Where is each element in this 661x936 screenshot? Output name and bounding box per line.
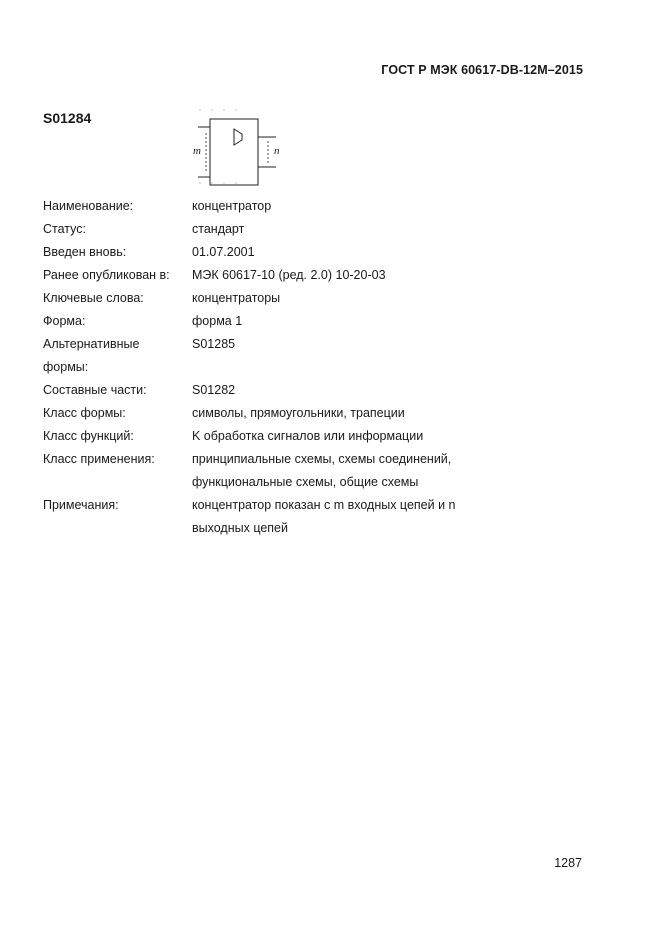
field-label: Примечания: [43,498,119,512]
field-value: K обработка сигналов или информации [192,429,424,443]
field-label: формы: [43,360,89,374]
field-label: Введен вновь: [43,245,127,259]
input-count-label: m [193,145,201,157]
field-value: функциональные схемы, общие схемы [192,475,419,489]
field-row-name [43,195,563,218]
field-row-application-class [43,448,563,471]
field-label: Форма: [43,314,86,328]
field-row-alternative-forms [43,333,563,356]
field-row-form [43,310,563,333]
field-label: Альтернативные [43,337,140,351]
field-label [43,471,192,494]
concentrator-glyph [234,129,242,145]
symbol-code: S01284 [43,110,92,126]
field-label: Статус: [43,222,86,236]
field-row-form-class [43,402,563,425]
field-label: Ключевые слова: [43,291,144,305]
field-row-keywords [43,287,563,310]
field-row-notes-cont [43,517,563,540]
field-value: S01285 [192,337,236,351]
field-value: концентраторы [192,291,281,305]
field-row-application-class-cont [43,471,563,494]
field-label [43,517,192,540]
field-value [192,356,563,379]
field-value: концентратор [192,199,272,213]
field-value: принципиальные схемы, схемы соединений, [192,452,452,466]
field-value: стандарт [192,222,245,236]
field-value: МЭК 60617-10 (ред. 2.0) 10-20-03 [192,268,386,282]
field-row-function-class [43,425,563,448]
concentrator-symbol-graphic [192,105,292,187]
field-label: Класс применения: [43,452,155,466]
field-row-alternative-forms-cont [43,356,563,379]
field-label: Ранее опубликован в: [43,268,170,282]
field-row-introduced [43,241,563,264]
field-value: концентратор показан с m входных цепей и n [192,498,456,512]
field-label: Класс функций: [43,429,134,443]
page-number: 1287 [554,856,582,870]
field-row-notes [43,494,563,517]
field-label: Класс формы: [43,406,126,420]
document-header: ГОСТ Р МЭК 60617-DB-12M–2015 [381,63,583,77]
field-row-previously-published [43,264,563,287]
field-value: S01282 [192,383,236,397]
field-list [43,195,563,540]
field-value: 01.07.2001 [192,245,255,259]
output-count-label: n [274,145,280,157]
field-row-status [43,218,563,241]
field-value: символы, прямоугольники, трапеции [192,406,405,420]
field-value: форма 1 [192,314,243,328]
field-value: выходных цепей [192,521,288,535]
grid-dots [199,109,236,183]
field-row-components [43,379,563,402]
concentrator-symbol [192,105,292,192]
field-label: Наименование: [43,199,134,213]
field-label: Составные части: [43,383,147,397]
